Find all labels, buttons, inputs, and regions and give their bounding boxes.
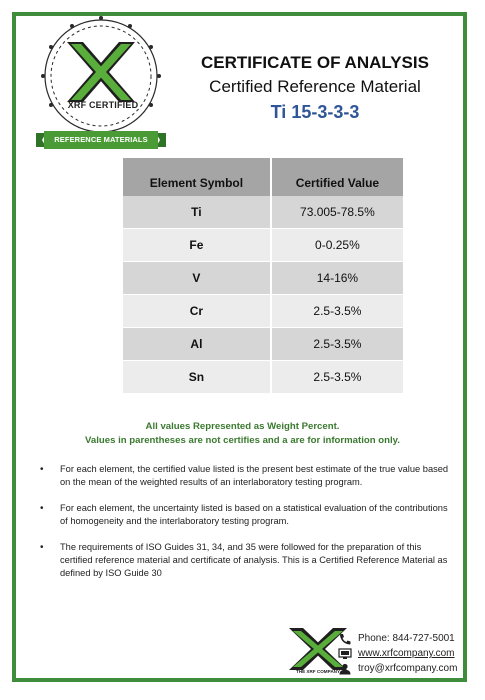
bullet-text: The requirements of ISO Guides 31, 34, and 35 were followed for the preparation of this certified reference material and certificate of analysis. This is a Certified Reference Material as defined by ISO Guide 30	[60, 542, 448, 578]
certified-value: 2.5-3.5%	[271, 361, 403, 394]
page-title: CERTIFICATE OF ANALYSIS	[201, 53, 429, 72]
certified-value: 0-0.25%	[271, 229, 403, 262]
phone-icon	[338, 633, 352, 645]
column-header-element: Element Symbol	[123, 158, 271, 196]
note-line-2: Values in parentheses are not certifies and a are for information only.	[85, 435, 400, 446]
weight-percent-notes	[40, 420, 445, 448]
element-symbol: Fe	[123, 229, 271, 262]
table-row	[123, 361, 403, 394]
table-row	[123, 328, 403, 361]
table-row	[123, 229, 403, 262]
seal-ribbon-text: REFERENCE MATERIALS	[54, 135, 148, 144]
certified-value: 73.005-78.5%	[271, 196, 403, 229]
table-row	[123, 295, 403, 328]
list-item	[34, 463, 454, 489]
bullet-icon: •	[40, 464, 44, 475]
email-address[interactable]: troy@xrfcompany.com	[358, 663, 458, 674]
note-line-1: All values Represented as Weight Percent.	[145, 421, 340, 432]
list-item	[34, 502, 454, 528]
email-icon	[338, 663, 352, 675]
element-symbol: Cr	[123, 295, 271, 328]
bullet-icon: •	[40, 542, 44, 553]
bullet-text: For each element, the uncertainty listed is based on a statistical evaluation of the contributions of homogeneity and the interlaboratory testing program.	[60, 503, 448, 526]
table-header-row	[123, 158, 403, 196]
certified-value: 2.5-3.5%	[271, 328, 403, 361]
certified-value: 2.5-3.5%	[271, 295, 403, 328]
element-symbol: Ti	[123, 196, 271, 229]
seal-caption: XRF CERTIFIED	[67, 100, 139, 110]
page-subtitle: Certified Reference Material	[209, 77, 421, 96]
element-symbol: Sn	[123, 361, 271, 394]
element-symbol: V	[123, 262, 271, 295]
phone-number: Phone: 844-727-5001	[358, 633, 455, 644]
table-row	[123, 262, 403, 295]
footer-brand: THE XRF COMPANY	[295, 669, 341, 674]
element-symbol: Al	[123, 328, 271, 361]
table-row	[123, 196, 403, 229]
certified-value: 14-16%	[271, 262, 403, 295]
globe-icon	[338, 648, 352, 660]
bullet-text: For each element, the certified value listed is the present best estimate of the true value based on the mean of the weighted results of an interlaboratory testing program.	[60, 464, 449, 487]
bullet-icon: •	[40, 503, 44, 514]
certification-statements	[34, 463, 454, 593]
certified-values-table	[123, 158, 403, 393]
website-link[interactable]: www.xrfcompany.com	[358, 648, 455, 659]
material-name: Ti 15-3-3-3	[270, 102, 360, 122]
list-item	[34, 541, 454, 580]
column-header-value: Certified Value	[271, 158, 403, 196]
header	[180, 52, 450, 124]
